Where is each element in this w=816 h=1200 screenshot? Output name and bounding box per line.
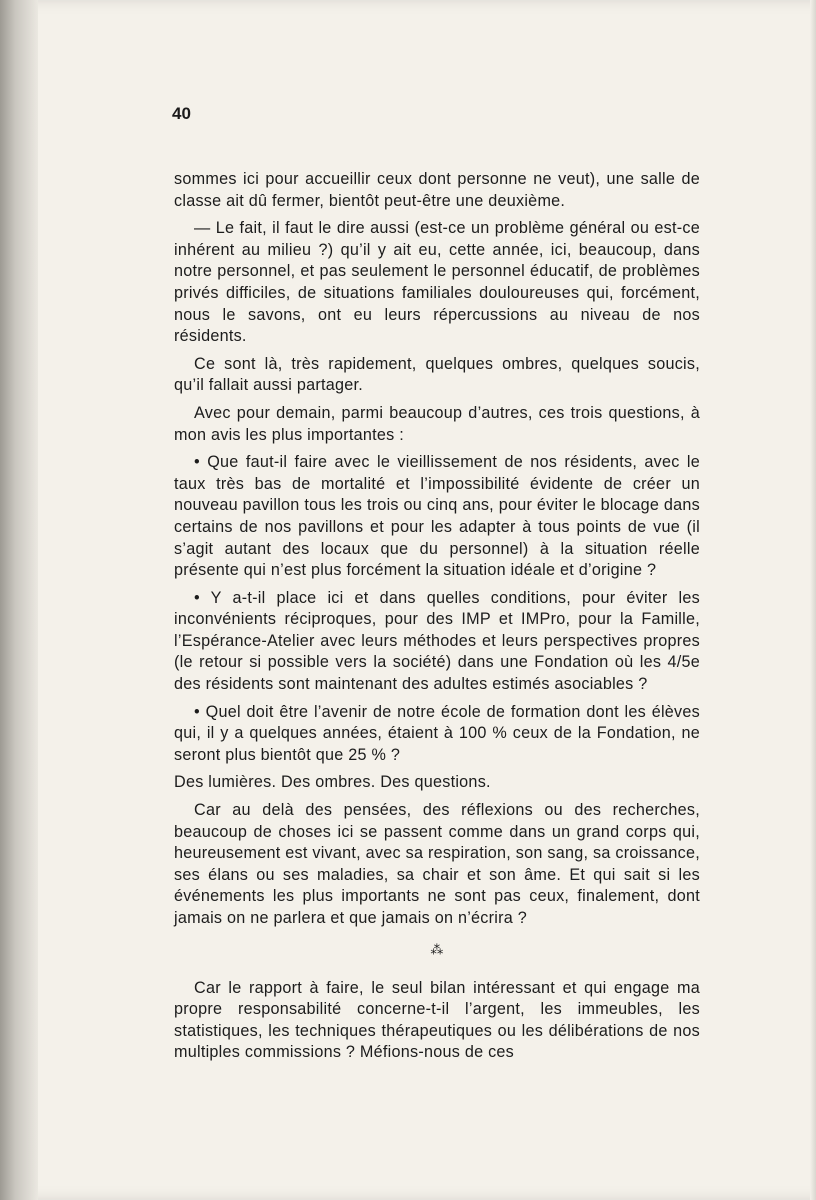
paragraph: Ce sont là, très rapidement, quelques ombres, quelques soucis, qu’il fallait aussi partager. — [174, 354, 700, 395]
paragraph: Des lumières. Des ombres. Des questions. — [174, 773, 491, 792]
paragraph: Avec pour demain, parmi beaucoup d’autres, ces trois questions, à mon avis les plus importantes : — [174, 403, 700, 444]
section-separator — [174, 941, 700, 957]
bullet-paragraph: • Y a-t-il place ici et dans quelles conditions, pour éviter les inconvénients réciproques, pour des IMP et IMPro, pour la Famille, l’Espérance-Atelier avec leurs méthodes et leurs perspectives propres (le retour si possible vers la société) dans une Fondation où les 4/5e des résidents sont maintenant des adultes estimés asociables ? — [174, 588, 700, 694]
page-number: 40 — [172, 104, 191, 123]
page-spine-shadow — [0, 0, 38, 1200]
bullet-paragraph: • Quel doit être l’avenir de notre école de formation dont les élèves qui, il y a quelques années, étaient à 100 % ceux de la Fondation, ne seront plus bientôt que 25 % ? — [174, 702, 700, 764]
page-edge — [810, 0, 816, 1200]
bullet-paragraph: • Que faut-il faire avec le vieillissement de nos résidents, avec le taux très bas de mortalité et l’impossibilité évidente de créer un nouveau pavillon tous les trois ou cinq ans, pour éviter le blocage dans certains de nos pavillons et pour les adapter à tous points de vue (il s’agit autant des locaux que du personnel) à la situation réelle présente qui n’est plus forcément la situation idéale et d’origine ? — [174, 453, 700, 580]
asterism-mark: ⁂ — [430, 941, 444, 957]
paragraph: Car le rapport à faire, le seul bilan intéressant et qui engage ma propre responsabilité concerne-t-il l’argent, les immeubles, les statistiques, les techniques thérapeutiques ou les délibérations de nos multiples commissions ? Méfions-nous de ces — [174, 978, 700, 1062]
paragraph: — Le fait, il faut le dire aussi (est-ce un problème général ou est-ce inhérent au milieu ?) qu’il y ait eu, cette année, ici, beaucoup, dans notre personnel, et pas seulement le personnel éducatif, de problèmes privés difficiles, de situations familiales douloureuses qui, forcément, nous le savons, ont eu leurs répercussions au niveau de nos résidents. — [174, 219, 700, 346]
body-text — [174, 169, 700, 1070]
paragraph: Car au delà des pensées, des réflexions ou des recherches, beaucoup de choses ici se passent comme dans un grand corps qui, heureusement est vivant, avec sa respiration, son sang, sa croissance, ses élans ou ses maladies, sa chair et son âme. Et qui sait si les événements les plus importants ne sont pas ceux, finalement, dont jamais on ne parlera et que jamais on n’écrira ? — [174, 801, 700, 927]
paragraph: sommes ici pour accueillir ceux dont personne ne veut), une salle de classe ait dû fermer, bientôt peut-être une deuxième. — [174, 170, 700, 210]
